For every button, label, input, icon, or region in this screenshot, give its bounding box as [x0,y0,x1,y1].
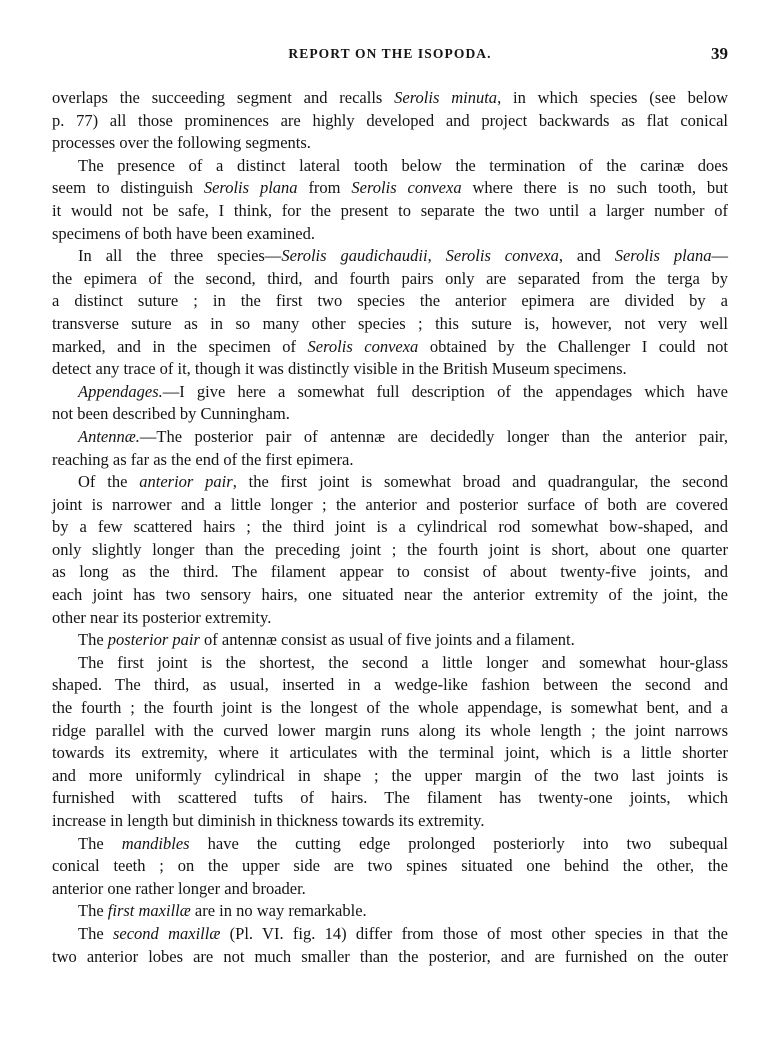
text-line [52,358,728,381]
text-line [52,923,728,946]
text-run: only slightly longer than the preceding joint ; the fourth joint is short, about one quarter [52,539,728,559]
text-line [52,403,728,426]
text-run: The presence of a distinct lateral tooth below the termination of the carinæ does [78,155,728,175]
text-run: — [711,246,728,266]
text-run: obtained by the Challenger I could not [418,336,728,356]
text-line [52,720,728,743]
text-run: seem to distinguish [52,178,204,198]
text-run: The [78,630,108,650]
text-run: furnished with scattered tufts of hairs. The filament has twenty-one joints, which [52,788,728,808]
text-run: are in no way remarkable. [190,901,367,921]
text-line [52,878,728,901]
text-run: it would not be safe, I think, for the present to separate the two until a larger number of [52,200,728,220]
italic-term: Serolis convexa [351,178,462,198]
italic-term: posterior pair [107,630,200,650]
text-line [52,471,728,494]
text-run: increase in length but diminish in thickness towards its extremity. [52,811,485,830]
italic-term: Serolis minuta [394,88,498,107]
text-line [52,268,728,291]
text-line [52,426,728,449]
text-run: overlaps the succeeding segment and recalls [52,88,395,107]
text-line [52,177,728,200]
text-line [52,787,728,810]
text-line [52,516,728,539]
text-line [52,833,728,856]
text-run: , and [558,246,615,266]
text-run: each joint has two sensory hairs, one situated near the anterior extremity of the joint, the [52,585,728,605]
text-run: shaped. The third, as usual, inserted in a wedge-like fashion between the second and [52,675,728,695]
text-run: and more uniformly cylindrical in shape ; the upper margin of the two last joints is [52,765,728,785]
text-line [52,855,728,878]
text-run: not been described by Cunningham. [52,404,290,424]
text-run: towards its extremity, where it articulates with the terminal joint, which is a little shorter [52,743,728,763]
text-run: The [78,901,108,921]
text-run: two anterior lobes are not much smaller than the posterior, and are furnished on the outer [52,946,728,966]
text-run: The first joint is the shortest, the second a little longer and somewhat hour-glass [78,652,728,672]
text-run: marked, and in the specimen of [52,336,308,356]
text-run: of antennæ consist as usual of five joints and a filament. [199,630,575,650]
text-line [52,110,728,133]
text-run: , the first joint is somewhat broad and quadrangular, the second [232,472,728,492]
running-title: REPORT ON THE ISOPODA. [288,46,492,61]
text-run: from [297,178,352,198]
text-line [52,132,728,155]
text-run: processes over the following segments. [52,133,311,153]
text-line [52,810,728,833]
text-line [52,494,728,517]
text-run: other near its posterior extremity. [52,607,272,627]
italic-term: Serolis plana [203,178,298,198]
text-run: transverse suture as in so many other species ; this suture is, however, not very well [52,313,728,333]
text-line [52,946,728,969]
italic-term: Serolis convexa [307,336,419,356]
text-line [52,290,728,313]
text-run: conical teeth ; on the upper side are two spines situated one behind the other, the [52,856,728,876]
text-line [52,607,728,630]
text-run: In all the three species— [78,246,282,266]
text-line [52,87,728,110]
text-run: —I give here a somewhat full description of the appendages which have [162,381,728,401]
italic-term: second maxillæ [112,923,221,943]
text-line [52,449,728,472]
text-line [52,697,728,720]
body-text [52,87,728,968]
text-run: , [427,246,446,266]
text-run: The [78,833,122,853]
text-run: (Pl. VI. fig. 14) differ from those of most other species in that the [220,923,728,943]
text-line [52,674,728,697]
running-header [52,46,728,70]
text-run: as long as the third. The filament appear to consist of about twenty-five joints, and [52,562,728,582]
text-run: by a few scattered hairs ; the third joint is a cylindrical rod somewhat bow-shaped, and [52,517,728,537]
text-line [52,629,728,652]
text-run: the fourth ; the fourth joint is the longest of the whole appendage, is somewhat bent, and a [52,698,728,718]
text-run: p. 77) all those prominences are highly developed and project backwards as flat conical [52,110,728,130]
text-run: anterior one rather longer and broader. [52,878,306,898]
text-line [52,381,728,404]
text-run: detect any trace of it, though it was distinctly visible in the British Museum specimens. [52,359,627,379]
text-line [52,900,728,923]
italic-term: Serolis gaudichaudii [281,246,428,266]
text-line [52,652,728,675]
text-line [52,336,728,359]
text-line [52,539,728,562]
italic-term: Serolis plana [614,246,712,266]
text-run: where there is no such tooth, but [461,178,728,198]
italic-term: first maxillæ [107,901,191,921]
text-line [52,223,728,246]
italic-term: mandibles [121,833,190,853]
italic-term: anterior pair [139,472,233,492]
text-line [52,313,728,336]
text-run: Of the [78,472,140,492]
text-line [52,245,728,268]
italic-term: Serolis convexa [445,246,559,266]
text-run: —The posterior pair of antennæ are decidedly longer than the anterior pair, [139,426,728,446]
text-run: , in which species (see below [497,88,728,107]
text-line [52,200,728,223]
text-line [52,765,728,788]
page-number: 39 [711,44,728,63]
text-line [52,584,728,607]
text-line [52,742,728,765]
text-run: reaching as far as the end of the first epimera. [52,449,354,469]
text-run: have the cutting edge prolonged posteriorly into two subequal [189,833,728,853]
text-line [52,561,728,584]
text-run: The [78,923,113,943]
italic-term: Appendages. [78,381,163,401]
text-run: ridge parallel with the curved lower margin runs along its whole length ; the joint narrows [52,720,728,740]
text-run: specimens of both have been examined. [52,223,315,243]
text-line [52,155,728,178]
italic-term: Antennæ. [78,426,140,446]
text-run: a distinct suture ; in the first two species the anterior epimera are divided by a [52,291,728,311]
text-run: joint is narrower and a little longer ; the anterior and posterior surface of both are covered [52,494,728,514]
text-run: the epimera of the second, third, and fourth pairs only are separated from the terga by [52,268,728,288]
